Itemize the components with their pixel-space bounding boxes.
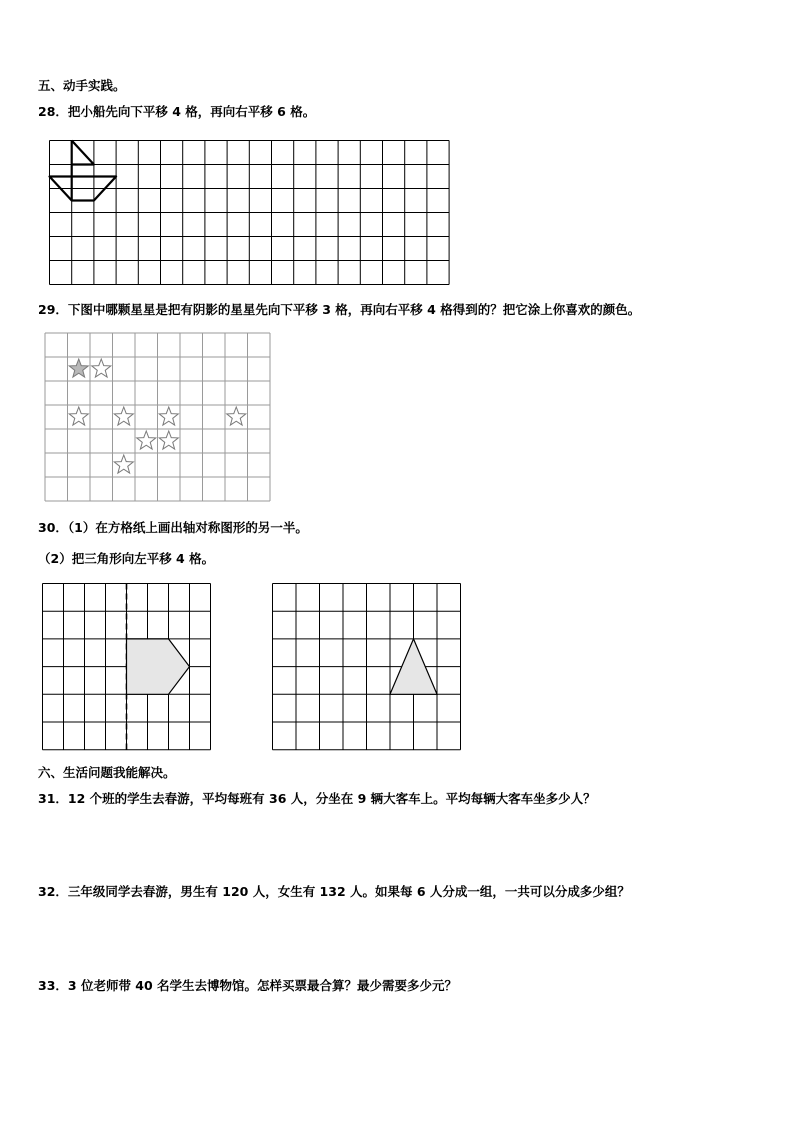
grid-q30-translate-canvas — [272, 583, 463, 753]
question-31: 31．12 个班的学生去春游，平均每班有 36 人，分坐在 9 辆大客车上。平均每辆大客车坐多少人？ — [38, 791, 596, 806]
question-33: 33．3 位老师带 40 名学生去博物馆。怎样买票最合算？最少需要多少元？ — [38, 978, 458, 993]
star-icon — [137, 431, 156, 449]
question-32: 32．三年级同学去春游，男生有 120 人，女生有 132 人。如果每 6 人分成一组，一共可以分成多少组？ — [38, 884, 630, 899]
grid-q28-canvas — [49, 140, 451, 286]
grid-q29-canvas — [44, 332, 272, 504]
grid-q30-translate — [272, 583, 463, 753]
grid-q28 — [49, 140, 451, 286]
grid-q29 — [44, 332, 272, 504]
half-pentagon-shape — [127, 639, 190, 694]
star-icon — [92, 359, 111, 377]
section-heading-6: 六、生活问题我能解决。 — [38, 765, 176, 780]
question-28: 28．把小船先向下平移 4 格，再向右平移 6 格。 — [38, 104, 316, 119]
section-heading-5: 五、动手实践。 — [38, 78, 126, 93]
question-30-part1: 30．（1）在方格纸上画出轴对称图形的另一半。 — [38, 520, 308, 535]
star-icon — [69, 359, 88, 377]
star-icon — [114, 455, 133, 473]
star-icon — [227, 407, 246, 425]
star-icon — [69, 407, 88, 425]
star-icon — [159, 431, 178, 449]
boat-sail — [72, 141, 94, 165]
grid-q30-symmetry-canvas — [42, 583, 214, 753]
question-29: 29．下图中哪颗星星是把有阴影的星星先向下平移 3 格，再向右平移 4 格得到的？把它涂上你喜欢的颜色。 — [38, 302, 641, 317]
star-icon — [159, 407, 178, 425]
question-30-part2: （2）把三角形向左平移 4 格。 — [38, 551, 215, 566]
boat-icon — [50, 141, 117, 201]
star-icon — [114, 407, 133, 425]
grid-q30-symmetry — [42, 583, 214, 753]
